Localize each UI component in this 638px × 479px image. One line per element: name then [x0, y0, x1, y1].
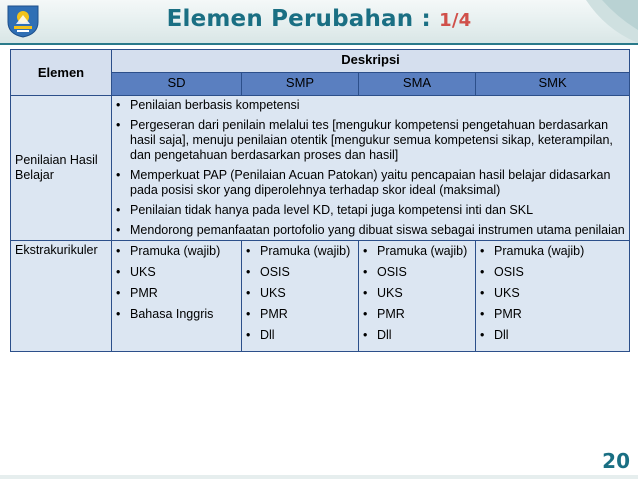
ekstrakurikuler-smk	[476, 241, 630, 352]
list-item: • PMR	[116, 286, 237, 301]
list-item: • OSIS	[480, 265, 625, 280]
list-item: • OSIS	[246, 265, 354, 280]
list-item: • Penilaian tidak hanya pada level KD, tetapi juga kompetensi inti dan SKL	[116, 203, 625, 218]
row-label-ekstrakurikuler: Ekstrakurikuler	[11, 241, 112, 352]
title-rule	[0, 43, 638, 45]
list-item: • Dll	[246, 328, 354, 343]
list-item: • Dll	[363, 328, 471, 343]
title-page-indicator: 1/4	[439, 10, 472, 31]
list-item: • Pergeseran dari penilain melalui tes [mengukur kompetensi pengetahuan berdasarkan hasil saja], menuju penilaian otentik [mengukur semua kompetensi sikap, keterampilan, dan pengetahuan berdasarkan proses dan hasil]	[116, 118, 625, 163]
list-item: • Pramuka (wajib)	[246, 244, 354, 259]
penilaian-list	[116, 98, 625, 238]
list-item: • UKS	[363, 286, 471, 301]
list-item: • Pramuka (wajib)	[116, 244, 237, 259]
row-label-penilaian: Penilaian Hasil Belajar	[11, 96, 112, 241]
list-item: • Memperkuat PAP (Penilaian Acuan Patokan) yaitu pencapaian hasil belajar didasarkan pada posisi skor yang diperolehnya terhadap skor ideal (maksimal)	[116, 168, 625, 198]
ekstrakurikuler-sma	[359, 241, 476, 352]
list-item: • Penilaian berbasis kompetensi	[116, 98, 625, 113]
list-item: • Pramuka (wajib)	[480, 244, 625, 259]
table-row	[11, 96, 630, 241]
sma-list	[363, 244, 471, 343]
sd-list	[116, 244, 237, 322]
list-item: • PMR	[480, 307, 625, 322]
header-deskripsi: Deskripsi	[112, 50, 630, 73]
list-item: • Pramuka (wajib)	[363, 244, 471, 259]
header-smp: SMP	[242, 73, 359, 96]
bottom-band	[0, 475, 638, 479]
list-item: • UKS	[246, 286, 354, 301]
page-title	[0, 6, 638, 32]
smk-list	[480, 244, 625, 343]
header-smk: SMK	[476, 73, 630, 96]
corner-decoration-icon	[566, 0, 638, 43]
table-row	[11, 241, 630, 352]
list-item: • PMR	[363, 307, 471, 322]
list-item: • Mendorong pemanfaatan portofolio yang dibuat siswa sebagai instrumen utama penilaian	[116, 223, 625, 238]
header-elemen: Elemen	[11, 50, 112, 96]
list-item: • OSIS	[363, 265, 471, 280]
elemen-perubahan-table	[10, 49, 630, 352]
header-sma: SMA	[359, 73, 476, 96]
smp-list	[246, 244, 354, 343]
list-item: • Dll	[480, 328, 625, 343]
list-item: • UKS	[116, 265, 237, 280]
header-sd: SD	[112, 73, 242, 96]
ekstrakurikuler-smp	[242, 241, 359, 352]
ekstrakurikuler-sd	[112, 241, 242, 352]
title-main: Elemen Perubahan :	[166, 6, 431, 32]
list-item: • Bahasa Inggris	[116, 307, 237, 322]
page-number: 20	[602, 449, 630, 473]
list-item: • PMR	[246, 307, 354, 322]
header-row	[11, 50, 630, 73]
penilaian-description	[112, 96, 630, 241]
list-item: • UKS	[480, 286, 625, 301]
title-bar	[0, 0, 638, 43]
